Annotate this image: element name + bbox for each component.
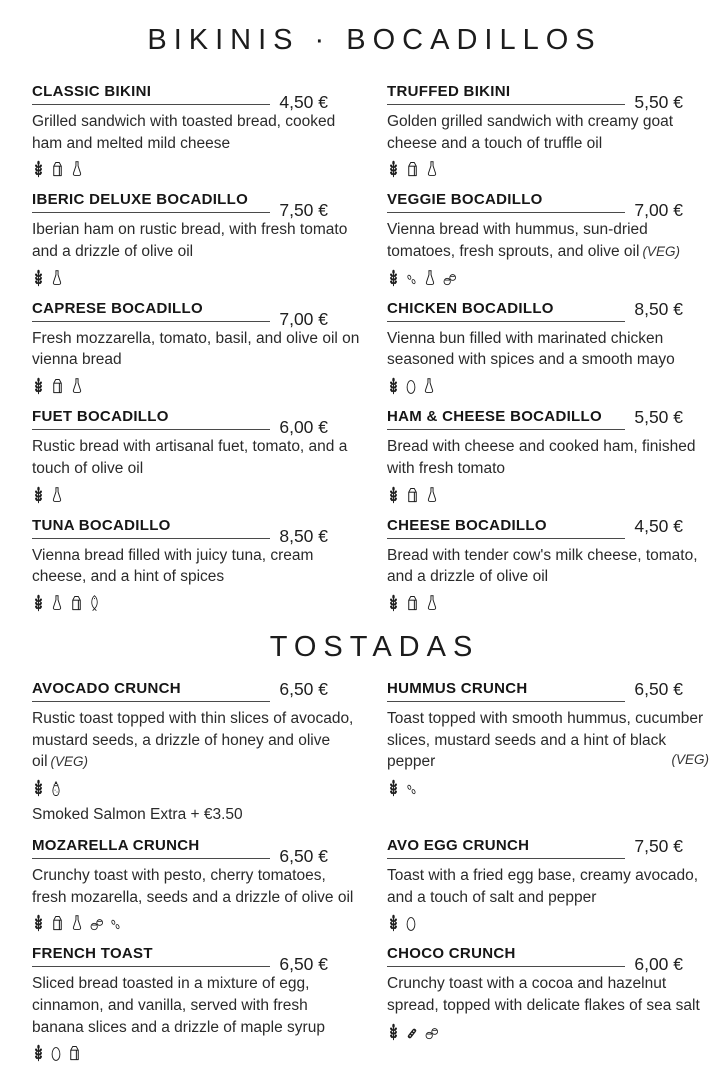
item-title-row (32, 836, 328, 866)
item-price: 4,50 € (279, 92, 328, 112)
allergen-icons-row (32, 912, 362, 932)
allergen-icons-row (387, 912, 717, 932)
item-name-underline (387, 300, 625, 322)
item-description-text: Crunchy toast with a cocoa and hazelnut spread, topped with delicate flakes of sea salt (387, 975, 700, 1014)
item-description (387, 708, 717, 773)
item-description-text: Bread with cheese and cooked ham, finished with fresh tomato (387, 438, 696, 477)
item-title-row (32, 83, 328, 112)
item-name: HUMMUS CRUNCH (387, 679, 528, 697)
item-name: VEGGIE BOCADILLO (387, 191, 543, 209)
menu-section (32, 631, 717, 1075)
gluten-icon (387, 377, 400, 395)
item-description (387, 219, 717, 262)
item-description-text: Toast topped with smooth hummus, cucumber slices, mustard seeds and a hint of black pepper (387, 709, 704, 771)
menu-item (32, 191, 362, 286)
sulphites-icon (423, 269, 437, 287)
gluten-icon (32, 779, 45, 797)
gluten-icon (387, 1023, 400, 1041)
item-description (387, 111, 717, 154)
sesame-icon (405, 783, 418, 797)
gluten-icon (32, 914, 45, 932)
milk-icon (405, 486, 420, 504)
soy-icon (405, 1026, 419, 1041)
gluten-icon (387, 594, 400, 612)
item-name-underline (387, 408, 625, 430)
allergen-icons-row (32, 1042, 362, 1062)
item-description-text: Fresh mozzarella, tomato, basil, and olive oil on vienna bread (32, 329, 360, 369)
menu-item (32, 680, 362, 824)
item-name-underline (387, 83, 625, 105)
item-name-underline (32, 517, 270, 539)
item-price: 6,50 € (279, 678, 328, 699)
item-name-underline (32, 680, 270, 702)
item-name-underline (32, 83, 270, 105)
allergen-icons-row (32, 777, 362, 797)
item-description (32, 219, 362, 262)
menu-item (32, 837, 362, 932)
item-price: 5,50 € (634, 92, 683, 112)
item-description (387, 436, 717, 479)
gluten-icon (32, 160, 45, 178)
milk-icon (50, 377, 65, 395)
item-name-underline (32, 300, 270, 322)
item-description (32, 436, 362, 479)
item-description (387, 545, 717, 588)
item-description (32, 865, 362, 908)
item-price: 7,50 € (279, 200, 328, 221)
allergen-icons-row (387, 592, 717, 612)
menu-item (387, 300, 717, 395)
item-description-text: Grilled sandwich with toasted bread, cooked ham and melted mild cheese (32, 113, 336, 152)
mustard-icon (50, 781, 62, 797)
item-title-row (32, 408, 328, 438)
item-price: 6,50 € (634, 678, 683, 699)
nuts-icon (442, 272, 457, 287)
item-name: TRUFFED BIKINI (387, 83, 511, 100)
item-description (32, 973, 362, 1038)
item-price: 6,50 € (279, 954, 328, 975)
item-name: FRENCH TOAST (32, 945, 153, 963)
section-title: TOSTADAS (269, 630, 480, 663)
item-price: 5,50 € (634, 407, 683, 428)
allergen-icons-row (387, 777, 717, 797)
item-description-text: Rustic bread with artisanal fuet, tomato, and a touch of olive oil (32, 438, 348, 477)
nuts-icon (89, 917, 104, 932)
menu-item (387, 837, 717, 932)
sesame-icon (405, 273, 418, 287)
egg-icon (50, 1046, 62, 1062)
item-name: CLASSIC BIKINI (32, 83, 152, 100)
item-title-row (387, 517, 683, 539)
gluten-icon (32, 1044, 45, 1062)
items-grid (32, 83, 717, 625)
allergen-icons-row (32, 484, 362, 504)
menu-section (32, 24, 717, 625)
item-title-row (387, 945, 683, 975)
veg-label: (VEG) (50, 754, 89, 770)
item-name: CHEESE BOCADILLO (387, 516, 547, 534)
allergen-icons-row (387, 375, 717, 395)
allergen-icons-row (32, 267, 362, 287)
item-description-text: Rustic toast topped with thin slices of avocado, mustard seeds, a drizzle of honey and olive oil (32, 709, 354, 771)
sesame-icon (109, 918, 122, 932)
item-description (387, 328, 717, 371)
item-title-row (32, 299, 328, 329)
item-title-row (387, 408, 683, 430)
item-name: CHICKEN BOCADILLO (387, 299, 554, 317)
item-title-row (387, 837, 683, 859)
gluten-icon (32, 486, 45, 504)
item-title-row (32, 945, 328, 975)
sulphites-icon (425, 486, 439, 504)
item-title-row (32, 516, 328, 546)
item-description (32, 545, 362, 588)
sulphites-icon (50, 486, 64, 504)
item-name-underline (32, 837, 270, 859)
sulphites-icon (422, 377, 436, 395)
item-description-text: Bread with tender cow's milk cheese, tomato, and a drizzle of olive oil (387, 546, 698, 586)
item-name: AVO EGG CRUNCH (387, 836, 530, 854)
item-name: TUNA BOCADILLO (32, 516, 171, 534)
allergen-icons-row (387, 158, 717, 178)
item-name: IBERIC DELUXE BOCADILLO (32, 191, 249, 209)
sulphites-icon (50, 269, 64, 287)
allergen-icons-row (387, 267, 717, 287)
menu-item (387, 945, 717, 1040)
item-price: 7,00 € (279, 308, 328, 329)
item-name-underline (387, 517, 625, 539)
item-name-underline (32, 945, 270, 967)
menu-item (387, 517, 717, 612)
item-name-underline (32, 191, 270, 213)
milk-icon (405, 160, 420, 178)
sulphites-icon (70, 160, 84, 178)
menu-item (387, 191, 717, 286)
item-description (387, 865, 717, 908)
item-description-text: Vienna bread with hummus, sun-dried tomatoes, fresh sprouts, and olive oil (387, 221, 648, 261)
sulphites-icon (50, 594, 64, 612)
gluten-icon (387, 486, 400, 504)
menu-item (32, 408, 362, 503)
gluten-icon (32, 269, 45, 287)
item-name-underline (387, 191, 625, 213)
item-title-row (387, 83, 683, 112)
sulphites-icon (70, 914, 84, 932)
item-price: 8,50 € (634, 298, 683, 319)
item-title-row (387, 300, 683, 322)
item-description-text: Sliced bread toasted in a mixture of egg, cinnamon, and vanilla, served with fresh banana slices and a drizzle of maple syrup (32, 975, 325, 1036)
egg-icon (405, 916, 417, 932)
veg-label: (VEG) (642, 244, 680, 260)
sulphites-icon (70, 377, 84, 395)
gluten-icon (387, 779, 400, 797)
item-description-text: Iberian ham on rustic bread, with fresh tomato and a drizzle of olive oil (32, 221, 348, 261)
item-title-row (32, 680, 328, 702)
item-name: CHOCO CRUNCH (387, 945, 516, 963)
milk-icon (50, 914, 65, 932)
item-description (32, 328, 362, 371)
allergen-icons-row (32, 158, 362, 178)
menu-item (32, 517, 362, 612)
item-price: 4,50 € (634, 515, 683, 536)
gluten-icon (387, 914, 400, 932)
item-description-text: Vienna bread filled with juicy tuna, cream cheese, and a hint of spices (32, 546, 314, 586)
nuts-icon (424, 1026, 439, 1041)
menu-item (387, 680, 717, 797)
item-price: 6,00 € (634, 954, 683, 975)
menu-item (387, 408, 717, 503)
milk-icon (405, 594, 420, 612)
item-description (32, 708, 362, 773)
milk-icon (67, 1044, 82, 1062)
item-description-text: Golden grilled sandwich with creamy goat cheese and a touch of truffle oil (387, 113, 674, 152)
item-name-underline (387, 680, 625, 702)
gluten-icon (32, 377, 45, 395)
section-title: BIKINIS · BOCADILLOS (147, 24, 602, 56)
item-description-text: Toast with a fried egg base, creamy avocado, and a touch of salt and pepper (387, 866, 699, 906)
veg-label: (VEG) (671, 752, 709, 768)
menu-item (32, 83, 362, 178)
item-price: 6,00 € (279, 417, 328, 438)
allergen-icons-row (32, 375, 362, 395)
item-note: Smoked Salmon Extra + €3.50 (32, 805, 243, 823)
item-description-text: Vienna bun filled with marinated chicken seasoned with spices and a smooth mayo (387, 329, 675, 369)
milk-icon (50, 160, 65, 178)
item-description-text: Crunchy toast with pesto, cherry tomatoes, fresh mozarella, seeds and a drizzle of olive oil (32, 866, 354, 906)
fish-icon (89, 594, 100, 612)
menu-item (387, 83, 717, 178)
item-price: 7,00 € (634, 200, 683, 221)
sulphites-icon (425, 160, 439, 178)
item-name: FUET BOCADILLO (32, 408, 169, 426)
item-description (32, 111, 362, 154)
milk-icon (69, 594, 84, 612)
item-title-row (32, 191, 328, 221)
item-name-underline (32, 408, 270, 430)
allergen-icons-row (387, 484, 717, 504)
item-name-underline (387, 837, 625, 859)
egg-icon (405, 379, 417, 395)
menu-item (32, 300, 362, 395)
items-grid (32, 680, 717, 1075)
allergen-icons-row (32, 592, 362, 612)
item-name: AVOCADO CRUNCH (32, 679, 181, 697)
menu-item (32, 945, 362, 1062)
gluten-icon (387, 269, 400, 287)
gluten-icon (387, 160, 400, 178)
item-price: 6,50 € (279, 845, 328, 866)
item-price: 7,50 € (634, 835, 683, 856)
gluten-icon (32, 594, 45, 612)
item-title-row (387, 191, 683, 221)
item-price: 8,50 € (279, 525, 328, 546)
item-title-row (387, 680, 683, 702)
item-name: CAPRESE BOCADILLO (32, 299, 203, 317)
item-name: MOZARELLA CRUNCH (32, 836, 200, 854)
item-name-underline (387, 945, 625, 967)
item-name: HAM & CHEESE BOCADILLO (387, 408, 602, 426)
item-description (387, 973, 717, 1016)
sulphites-icon (425, 594, 439, 612)
